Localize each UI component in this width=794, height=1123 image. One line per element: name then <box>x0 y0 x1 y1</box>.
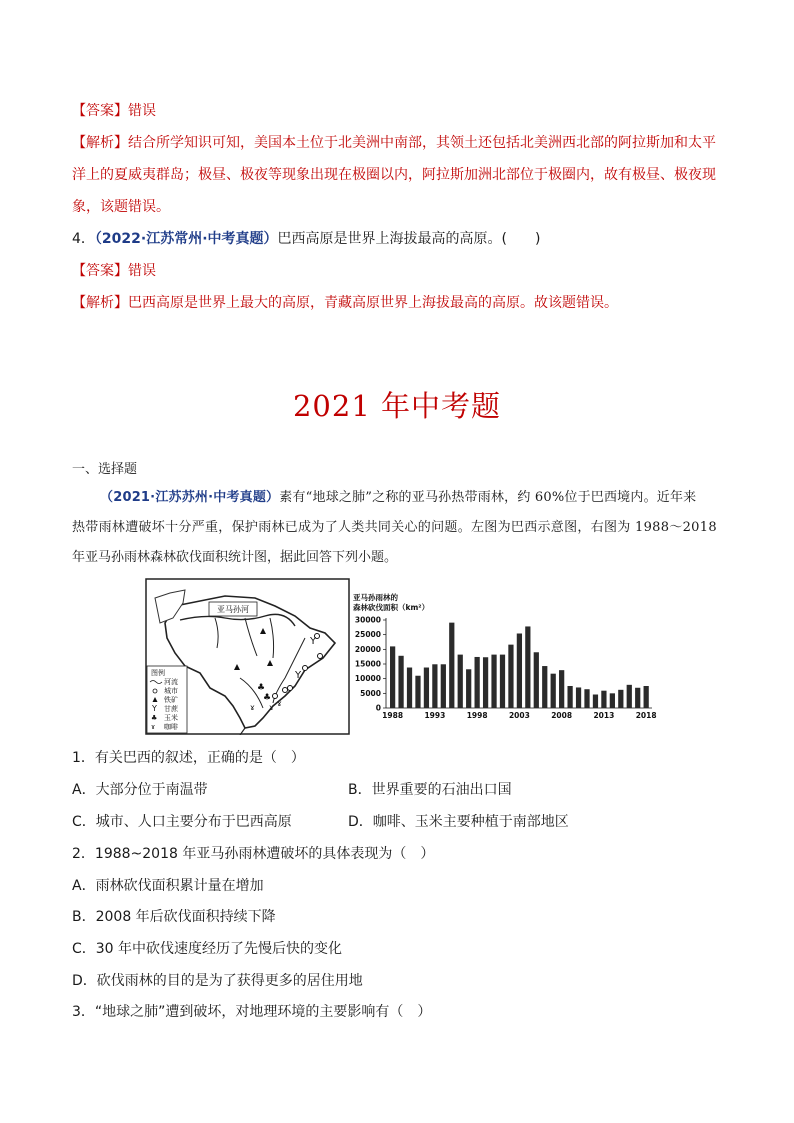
bar-1991 <box>415 676 420 708</box>
chart-bars <box>390 623 649 708</box>
deforestation-chart <box>350 590 660 725</box>
x-tick-label: 1988 <box>382 711 404 720</box>
intro-line-2: 热带雨林遭破坏十分严重，保护雨林已成为了人类共同关心的问题。左图为巴西示意图，右图为 1988～2018 <box>72 520 717 535</box>
bar-1999 <box>483 657 488 708</box>
city-marker <box>273 694 278 699</box>
bar-2000 <box>491 655 496 708</box>
answer-line-q4 <box>72 261 156 281</box>
bar-1988 <box>390 646 395 708</box>
intro-text-1: 素有“地球之肺”之称的亚马孙热带雨林，约 60%位于巴西境内。近年来 <box>279 490 697 505</box>
legend-coffee-symbol: ɤ <box>151 723 156 731</box>
intro-line-3: 年亚马孙雨林森林砍伐面积统计图，据此回答下列小题。 <box>72 550 398 565</box>
question-2-option-a[interactable]: A．雨林砍伐面积累计量在增加 <box>72 878 264 894</box>
bar-2013 <box>601 691 606 708</box>
bar-2016 <box>627 685 632 708</box>
analysis-label: 【解析】 <box>72 295 128 311</box>
answer-line-prev <box>72 101 156 121</box>
coffee-marker: ɤ <box>277 699 282 708</box>
bar-2011 <box>584 689 589 708</box>
x-tick-label: 1998 <box>466 711 488 720</box>
bar-1992 <box>424 668 429 708</box>
analysis-label: 【解析】 <box>72 135 128 151</box>
question-1-stem: 1．有关巴西的叙述，正确的是（ ） <box>72 750 305 766</box>
y-tick-label: 5000 <box>360 688 381 698</box>
coffee-marker: ɤ <box>269 703 274 712</box>
analysis-text: 巴西高原是世界上最大的高原，青藏高原世界上海拔最高的高原。故该题错误。 <box>128 295 618 311</box>
y-tick-label: 15000 <box>354 659 381 669</box>
bar-1990 <box>407 668 412 708</box>
corn-marker: ♣ <box>263 693 272 703</box>
analysis-line-prev-2: 洋上的夏威夷群岛；极昼、极夜等现象出现在极圈以内，阿拉斯加洲北部位于极圈内，故有极昼、极夜现 <box>72 167 716 183</box>
question-1-option-d[interactable]: D．咖啡、玉米主要种植于南部地区 <box>348 814 569 830</box>
x-tick-label: 2013 <box>593 711 615 720</box>
city-marker <box>283 688 288 693</box>
bar-2004 <box>525 626 530 708</box>
river-label: 亚马孙河 <box>217 605 249 614</box>
answer-value: 错误 <box>128 263 156 279</box>
brazil-map <box>145 578 350 735</box>
bar-1989 <box>398 656 403 708</box>
bar-1995 <box>449 623 454 708</box>
x-tick-label: 2003 <box>508 711 530 720</box>
bar-1996 <box>458 655 463 708</box>
bar-1997 <box>466 669 471 708</box>
analysis-line-prev-3: 象，该题错误。 <box>72 199 170 215</box>
question-1-option-b[interactable]: B．世界重要的石油出口国 <box>348 782 512 798</box>
y-tick-label: 10000 <box>354 674 381 684</box>
sugarcane-marker: Y <box>295 670 302 681</box>
intro-line-1 <box>100 488 696 508</box>
x-tick-label: 2018 <box>635 711 657 720</box>
legend-item: 河流 <box>164 678 178 686</box>
legend-corn-symbol: ♣ <box>151 714 158 722</box>
question-stem: 巴西高原是世界上海拔最高的高原。( ) <box>277 231 541 247</box>
bar-2012 <box>593 695 598 708</box>
bar-1998 <box>475 657 480 708</box>
city-marker <box>303 666 308 671</box>
bar-2009 <box>567 686 572 708</box>
bar-2014 <box>610 693 615 708</box>
section-title: 2021 年中考题 <box>292 389 502 423</box>
question-3-stem: 3．“地球之肺”遭到破坏，对地理环境的主要影响有（ ） <box>72 1004 432 1020</box>
x-tick-label: 1993 <box>424 711 446 720</box>
analysis-line-prev-1 <box>72 133 716 153</box>
bar-2002 <box>508 645 513 708</box>
answer-value: 错误 <box>128 103 156 119</box>
legend-item: 城市 <box>164 687 178 695</box>
y-tick-label: 30000 <box>354 615 381 625</box>
question-4 <box>72 229 540 249</box>
bar-2006 <box>542 666 547 708</box>
question-2-option-d[interactable]: D．砍伐雨林的目的是为了获得更多的居住用地 <box>72 973 363 989</box>
part-heading: 一、选择题 <box>72 462 138 477</box>
question-number: 4． <box>72 231 95 247</box>
y-tick-label: 20000 <box>354 644 381 654</box>
legend-item: 玉米 <box>164 714 178 722</box>
bar-2010 <box>576 687 581 708</box>
analysis-text: 结合所学知识可知，美国本土位于北美洲中南部，其领土还包括北美洲西北部的阿拉斯加和太平 <box>128 135 716 151</box>
y-tick-label: 25000 <box>354 630 381 640</box>
coffee-marker: ɤ <box>250 703 255 712</box>
legend-title: 图例 <box>151 669 165 677</box>
question-2-option-b[interactable]: B．2008 年后砍伐面积持续下降 <box>72 909 276 925</box>
question-1-option-a[interactable]: A．大部分位于南温带 <box>72 782 208 798</box>
legend-item: 铁矿 <box>164 696 178 704</box>
bar-1993 <box>432 664 437 708</box>
question-2-stem: 2．1988~2018 年亚马孙雨林遭破坏的具体表现为（ ） <box>72 846 435 862</box>
bar-2007 <box>551 674 556 708</box>
answer-label: 【答案】 <box>72 263 128 279</box>
bar-2018 <box>644 686 649 708</box>
bar-2005 <box>534 652 539 708</box>
legend-item: 甘蔗 <box>164 705 178 713</box>
bar-1994 <box>441 664 446 708</box>
bar-2015 <box>618 690 623 708</box>
corn-marker: ♣ <box>257 683 266 693</box>
bar-2001 <box>500 655 505 708</box>
legend-city-symbol <box>153 689 157 693</box>
question-2-option-c[interactable]: C．30 年中砍伐速度经历了先慢后快的变化 <box>72 941 343 957</box>
intro-source: （2021·江苏苏州·中考真题） <box>100 490 280 505</box>
answer-label: 【答案】 <box>72 103 128 119</box>
question-1-option-c[interactable]: C．城市、人口主要分布于巴西高原 <box>72 814 292 830</box>
chart-title-line1: 亚马孙雨林的 <box>353 593 398 602</box>
city-marker <box>288 686 293 691</box>
bar-2017 <box>635 688 640 708</box>
y-tick-label: 0 <box>375 703 381 713</box>
x-tick-label: 2008 <box>551 711 573 720</box>
bar-2008 <box>559 670 564 708</box>
analysis-line-q4 <box>72 293 618 313</box>
city-marker <box>318 654 323 659</box>
question-source: （2022·江苏常州·中考真题） <box>94 231 278 247</box>
chart-title-line2: 森林砍伐面积（km²） <box>353 603 430 612</box>
legend-item: 咖啡 <box>164 723 178 731</box>
legend-sugarcane-symbol: Y <box>152 704 157 713</box>
bar-2003 <box>517 633 522 708</box>
sugarcane-marker: Y <box>310 636 317 647</box>
